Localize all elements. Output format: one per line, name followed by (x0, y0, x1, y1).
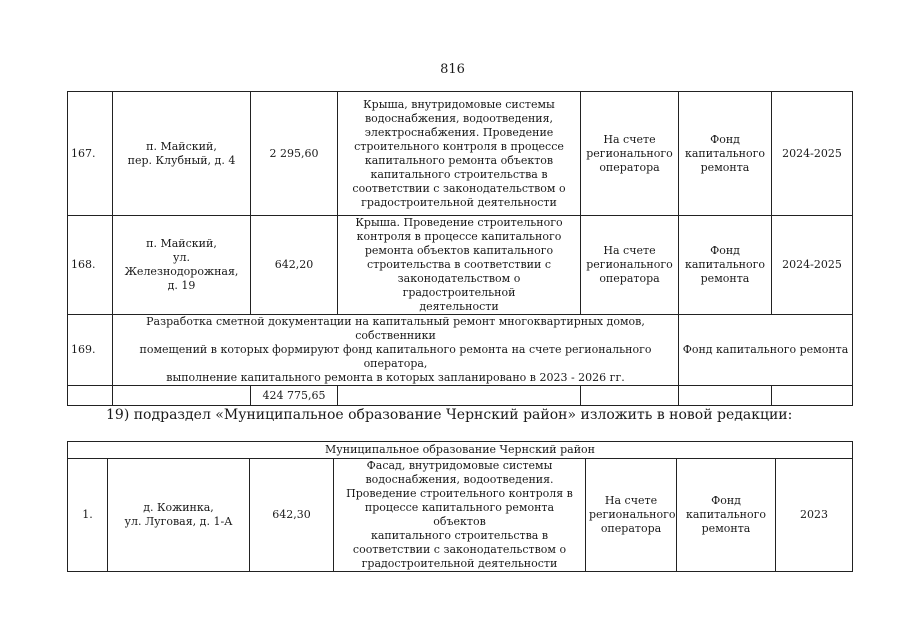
row-number: 1. (68, 459, 108, 572)
description-line: выполнение капитального ремонта в которых запланировано в 2023 - 2026 гг. (166, 371, 625, 384)
works-line: капитального строительства в (370, 529, 549, 542)
address-line: д. Кожинка, (143, 501, 214, 514)
table-row (68, 92, 853, 216)
table-row (68, 315, 853, 386)
capital-repair-table (67, 91, 853, 406)
description-cell (113, 315, 679, 386)
section-paragraph: 19) подраздел «Муниципальное образование Чернский район» изложить в новой редакции: (106, 407, 793, 423)
source-cell (679, 216, 772, 315)
cost-cell: 642,20 (251, 216, 338, 315)
chernsky-district-table (67, 441, 853, 572)
source-line: Фонд (710, 244, 740, 257)
cost-cell: 2 295,60 (251, 92, 338, 216)
account-line: оператора (600, 522, 662, 535)
row-number: 168. (68, 216, 113, 315)
address-line: п. Майский, (146, 139, 217, 153)
page-number: 816 (440, 62, 465, 77)
period-cell: 2023 (776, 459, 853, 572)
address-cell (113, 92, 251, 216)
works-line: Крыша. Проведение строительного (355, 216, 563, 229)
cost-cell: 642,30 (250, 459, 334, 572)
works-line: контроля в процессе капитального (356, 230, 562, 243)
account-line: На счете (603, 244, 656, 257)
district-header: Муниципальное образование Чернский район (68, 442, 853, 459)
table-row (68, 216, 853, 315)
works-line: водоснабжения, водоотведения. (365, 473, 554, 486)
account-cell (586, 459, 677, 572)
works-line: соответствии с законодательством о (352, 543, 567, 556)
works-line: водоснабжения, водоотведения, (364, 111, 554, 125)
source-line: ремонта (700, 272, 750, 285)
source-cell: Фонд капитального ремонта (679, 315, 853, 386)
source-cell (677, 459, 776, 572)
works-line: соответствии с законодательством о (352, 181, 566, 195)
works-line: градостроительной деятельности (361, 557, 558, 570)
works-line: ремонта объектов капитального (364, 244, 554, 257)
table-row (68, 459, 853, 572)
source-line: Фонд (710, 132, 740, 146)
works-cell (338, 216, 581, 315)
account-line: На счете (604, 494, 658, 507)
row-number: 167. (68, 92, 113, 216)
address-cell (113, 216, 251, 315)
account-line: На счете (603, 132, 656, 146)
total-row (68, 386, 853, 406)
address-line: ул. Железнодорожная, (124, 251, 239, 278)
works-line: строительства в соответствии с (366, 258, 552, 271)
works-line: капитального строительства в (370, 167, 548, 181)
source-line: капитального (684, 258, 766, 271)
account-line: регионального (586, 146, 673, 160)
works-line: законодательством о градостроительной (397, 272, 521, 299)
account-line: регионального (589, 508, 676, 521)
description-line: Разработка сметной документации на капитальный ремонт многоквартирных домов, собственники (146, 315, 645, 342)
address-line: д. 19 (167, 279, 196, 292)
works-line: Крыша, внутридомовые системы (363, 97, 555, 111)
source-line: капитального (684, 146, 766, 160)
account-cell (581, 216, 679, 315)
works-line: Фасад, внутридомовые системы (366, 459, 553, 472)
total-cost: 424 775,65 (251, 386, 338, 406)
address-line: п. Майский, (146, 237, 217, 250)
account-line: оператора (599, 272, 660, 285)
description-line: помещений в которых формируют фонд капитального ремонта на счете регионального оператора, (139, 343, 652, 370)
period-cell: 2024-2025 (772, 92, 853, 216)
works-cell (334, 459, 586, 572)
source-line: ремонта (700, 160, 750, 174)
works-line: строительного контроля в процессе (354, 139, 564, 153)
works-line: градостроительной деятельности (361, 195, 557, 209)
address-line: ул. Луговая, д. 1-А (124, 515, 233, 528)
account-cell (581, 92, 679, 216)
source-line: Фонд (711, 494, 741, 507)
source-cell (679, 92, 772, 216)
works-cell (338, 92, 581, 216)
table-header-row (68, 442, 853, 459)
works-line: капитального ремонта объектов (364, 153, 554, 167)
address-cell (108, 459, 250, 572)
works-line: электроснабжения. Проведение (364, 125, 554, 139)
works-line: деятельности (419, 300, 499, 313)
source-line: ремонта (701, 522, 751, 535)
account-line: оператора (599, 160, 660, 174)
source-line: капитального (685, 508, 767, 521)
works-line: Проведение строительного контроля в (346, 487, 573, 500)
period-cell: 2024-2025 (772, 216, 853, 315)
row-number: 169. (68, 315, 113, 386)
works-line: процессе капитального ремонта объектов (364, 501, 555, 528)
address-line: пер. Клубный, д. 4 (127, 153, 236, 167)
account-line: регионального (586, 258, 673, 271)
